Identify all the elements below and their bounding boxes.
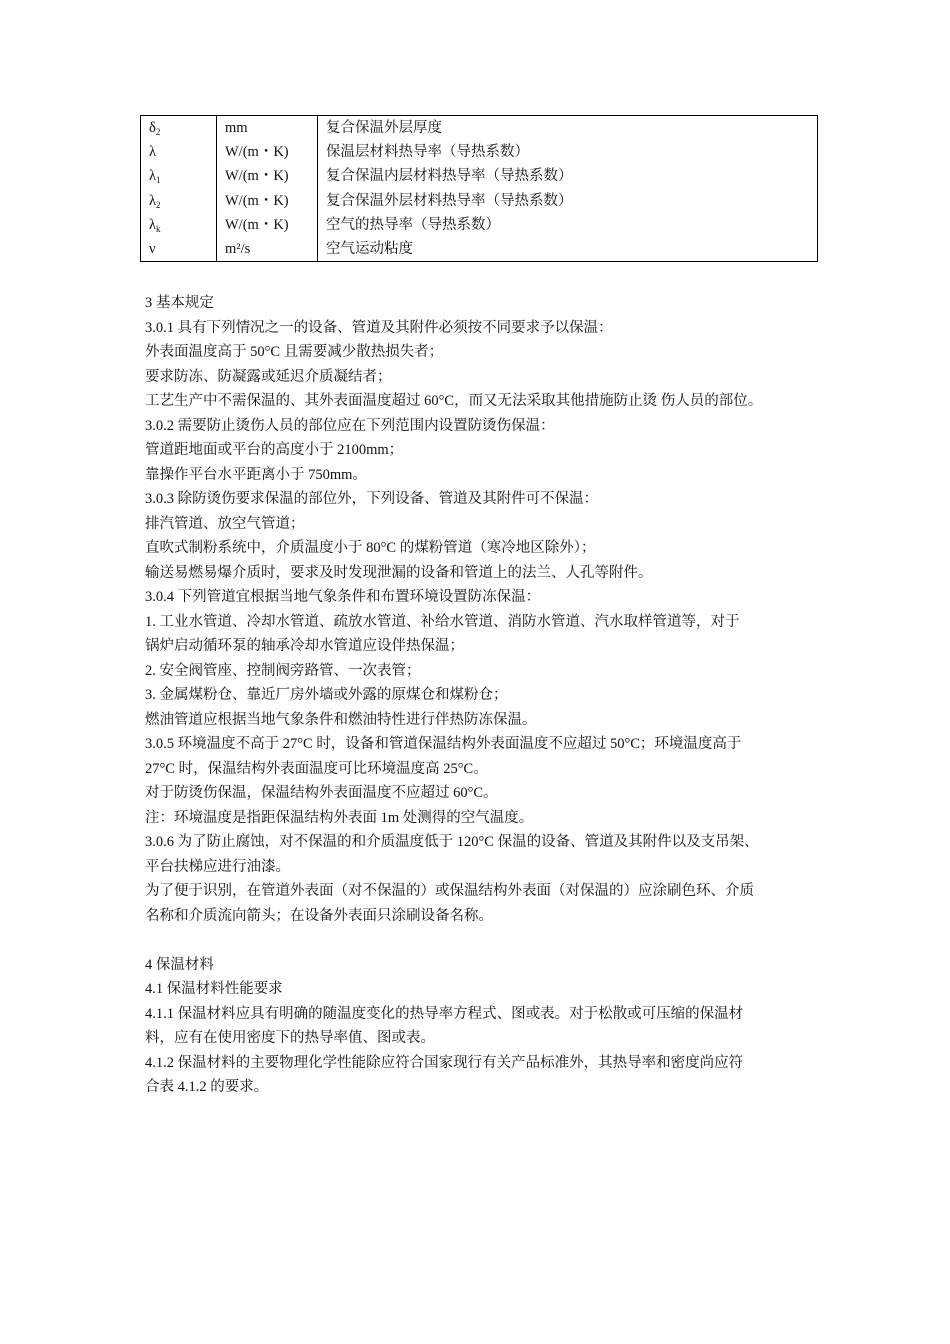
- symbol-cell: [141, 140, 217, 164]
- text-line: 3.0.6 为了防止腐蚀，对不保温的和介质温度低于 120°C 保温的设备、管道及其附件以及支吊架、: [145, 834, 759, 850]
- blank-line: [145, 928, 813, 953]
- symbol-letter: λ: [149, 144, 157, 161]
- text-line: 4.1.1 保温材料应具有明确的随温度变化的热导率方程式、图或表。对于松散或可压缩的保温材: [145, 1005, 744, 1022]
- symbol-row: [141, 237, 818, 262]
- document-body: [145, 291, 813, 1100]
- symbol-table: [140, 115, 818, 262]
- text-line: 平台扶梯应进行油漆。: [145, 858, 290, 875]
- text-line: 输送易燃易爆介质时，要求及时发现泄漏的设备和管道上的法兰、人孔等附件。: [145, 564, 653, 581]
- description-cell: 保温层材料热导率（导热系数）: [326, 144, 529, 161]
- text-line: 靠操作平台水平距离小于 750mm。: [145, 466, 367, 483]
- symbol-letter: δ: [149, 120, 156, 137]
- text-line: 3.0.5 环境温度不高于 27°C 时，设备和管道保温结构外表面温度不应超过 50°C；环境温度高于: [145, 736, 742, 752]
- symbol-subscript: k: [156, 223, 161, 234]
- symbol-row: [141, 164, 818, 188]
- text-line: 直吹式制粉系统中，介质温度小于 80°C 的煤粉管道（寒冷地区除外）；: [145, 540, 596, 556]
- text-line: 3.0.2 需要防止烫伤人员的部位应在下列范围内设置防烫伤保温：: [145, 417, 555, 434]
- text-line: 合表 4.1.2 的要求。: [145, 1079, 269, 1095]
- text-line: 锅炉启动循环泵的轴承冷却水管道应设伴热保温；: [145, 638, 464, 654]
- text-line: 4.1 保温材料性能要求: [145, 981, 283, 997]
- unit-cell: W/(m・K): [217, 140, 318, 164]
- unit-cell: mm: [217, 116, 318, 141]
- text-line: 对于防烫伤保温，保温结构外表面温度不应超过 60°C。: [145, 785, 498, 801]
- text-line: 4 保温材料: [145, 956, 214, 973]
- unit-cell: m²/s: [217, 237, 318, 262]
- symbol-cell: [141, 189, 217, 213]
- symbol-row: [141, 116, 818, 141]
- symbol-letter: λ: [149, 216, 157, 233]
- description-cell: 空气运动粘度: [326, 241, 413, 258]
- text-line: 排汽管道、放空气管道；: [145, 515, 305, 532]
- text-line: 要求防冻、防凝露或延迟介质凝结者；: [145, 368, 392, 385]
- description-cell: 复合保温内层材料热导率（导热系数）: [326, 168, 573, 185]
- text-line: 3.0.4 下列管道宜根据当地气象条件和布置环境设置防冻保温：: [145, 589, 541, 605]
- symbol-letter: ν: [149, 241, 156, 258]
- unit-cell: W/(m・K): [217, 189, 318, 213]
- unit-cell: W/(m・K): [217, 213, 318, 237]
- symbol-cell: [141, 116, 217, 141]
- text-line: 注：环境温度是指距保温结构外表面 1m 处测得的空气温度。: [145, 809, 534, 826]
- text-line: 3.0.3 除防烫伤要求保温的部位外，下列设备、管道及其附件可不保温：: [145, 491, 599, 507]
- description-cell: 复合保温外层厚度: [326, 120, 442, 137]
- symbol-cell: [141, 237, 217, 262]
- text-line: 1. 工业水管道、冷却水管道、疏放水管道、补给水管道、消防水管道、汽水取样管道等，对于: [145, 613, 740, 630]
- symbol-row: [141, 140, 818, 164]
- text-line: 2. 安全阀管座、控制阀旁路管、一次表管；: [145, 662, 421, 679]
- symbol-subscript: 2: [156, 199, 161, 210]
- symbol-cell: [141, 164, 217, 188]
- description-cell: 复合保温外层材料热导率（导热系数）: [326, 192, 573, 209]
- text-line: 3 基本规定: [145, 295, 214, 311]
- symbol-cell: [141, 213, 217, 237]
- symbol-letter: λ: [149, 168, 157, 185]
- text-line: 3.0.1 具有下列情况之一的设备、管道及其附件必须按不同要求予以保温：: [145, 319, 613, 336]
- text-line: 管道距地面或平台的高度小于 2100mm；: [145, 442, 404, 458]
- text-line: 外表面温度高于 50°C 且需要减少散热损失者；: [145, 344, 444, 360]
- text-line: 工艺生产中不需保温的、其外表面温度超过 60°C，而又无法采取其他措施防止烫 伤人员的部位。: [145, 393, 763, 409]
- text-line: 燃油管道应根据当地气象条件和燃油特性进行伴热防冻保温。: [145, 711, 537, 728]
- text-line: 名称和介质流向箭头；在设备外表面只涂刷设备名称。: [145, 907, 493, 924]
- symbol-letter: λ: [149, 192, 157, 209]
- text-line: 4.1.2 保温材料的主要物理化学性能除应符合国家现行有关产品标准外，其热导率和密度尚应符: [145, 1054, 744, 1071]
- text-line: 为了便于识别，在管道外表面（对不保温的）或保温结构外表面（对保温的）应涂刷色环、介质: [145, 883, 754, 899]
- text-line: 3. 金属煤粉仓、靠近厂房外墙或外露的原煤仓和煤粉仓；: [145, 687, 508, 703]
- text-line: 27°C 时，保温结构外表面温度可比环境温度高 25°C。: [145, 760, 488, 777]
- symbol-row: [141, 189, 818, 213]
- symbol-subscript: 1: [156, 175, 161, 186]
- symbol-table-body: [141, 116, 818, 262]
- unit-cell: W/(m・K): [217, 164, 318, 188]
- symbol-subscript: 2: [155, 127, 161, 138]
- text-line: 料，应有在使用密度下的热导率值、图或表。: [145, 1030, 435, 1046]
- symbol-row: [141, 213, 818, 237]
- description-cell: 空气的热导率（导热系数）: [326, 216, 500, 233]
